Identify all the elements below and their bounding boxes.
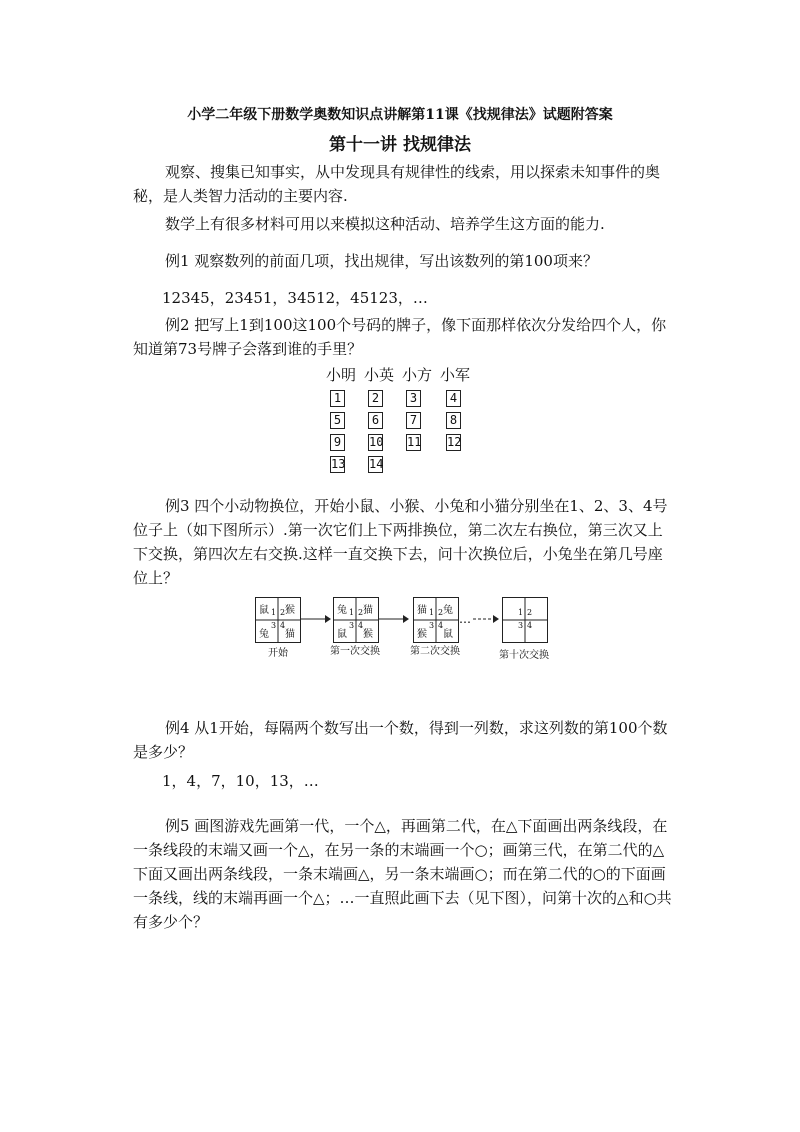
animal-label: 猴 [417, 629, 427, 640]
box-label: 开始 [268, 648, 288, 659]
number-card: 1 [330, 390, 345, 407]
seat-number: 1 [429, 608, 435, 617]
dashed-arrow-icon [459, 612, 499, 626]
document-title: 小学二年级下册数学奥数知识点讲解第11课《找规律法》试题附答案 [187, 107, 613, 123]
number-card: 3 [406, 390, 421, 407]
number-card: 13 [331, 457, 346, 471]
seat-number: 1 [518, 608, 524, 617]
example1-question: 例1 观察数列的前面几项，找出规律，写出该数列的第100项来？ [165, 252, 598, 270]
ellipsis-dots: … [459, 612, 471, 626]
animal-label: 猫 [285, 629, 295, 640]
lesson-title: 第十一讲 找规律法 [329, 135, 471, 155]
seat-number: 3 [429, 621, 435, 630]
example2-question: 例2 把写上1到100这100个号码的牌子，像下面那样依次分发给四个人，你知道第73号牌子会落到谁的手里？ [133, 316, 667, 358]
seat-number: 2 [280, 608, 286, 617]
number-card: 12 [447, 435, 462, 449]
seat-number: 2 [358, 608, 364, 617]
seat-number: 4 [438, 621, 444, 630]
seat-number: 2 [438, 608, 444, 617]
seat-number: 1 [271, 608, 277, 617]
number-card: 14 [369, 457, 384, 471]
seat-number: 3 [271, 621, 277, 630]
example4-sequence: 1，4，7，10，13，… [162, 772, 319, 790]
seat-box-tenth-swap [502, 597, 548, 643]
person-name: 小明 [326, 366, 357, 384]
example5-question: 例5 画图游戏先画第一代，一个△，再画第二代，在△下面画出两条线段，在一条线段的末端又画一个△，在另一条的末端画一个○；画第三代，在第二代的△下面又画出两条线段，一条末端画△，另一条末端画○；而在第二代的○的下面画一条线，线的末端再画一个△；…一直照此画下去（见下图），问第十次的△和○共有多少个？ [133, 817, 672, 931]
box-label: 第十次交换 [499, 650, 549, 661]
animal-label: 猴 [285, 605, 295, 616]
animal-label: 兔 [337, 605, 347, 616]
box-label: 第一次交换 [330, 646, 380, 657]
animal-label: 猴 [363, 629, 373, 640]
arrow-icon [301, 612, 331, 626]
seat-number: 3 [518, 621, 524, 630]
person-name: 小英 [364, 366, 395, 384]
animal-label: 鼠 [337, 629, 347, 640]
number-card: 10 [369, 435, 384, 449]
intro-paragraph-2: 数学上有很多材料可用以来模拟这种活动、培养学生这方面的能力. [165, 215, 605, 233]
number-card: 11 [407, 435, 422, 449]
seat-number: 4 [358, 621, 364, 630]
number-card: 2 [368, 390, 383, 407]
number-card: 9 [330, 434, 345, 451]
animal-label: 猫 [363, 605, 373, 616]
number-card: 4 [446, 390, 461, 407]
seat-box-second-swap [413, 597, 459, 643]
seat-box-first-swap [333, 597, 379, 643]
box-label: 第二次交换 [410, 646, 460, 657]
animal-label: 兔 [443, 605, 453, 616]
animal-label: 兔 [259, 629, 269, 640]
animal-label: 猫 [417, 605, 427, 616]
animal-label: 鼠 [443, 629, 453, 640]
seat-box-start [255, 597, 301, 643]
intro-paragraph-1: 观察、搜集已知事实，从中发现具有规律性的线索，用以探索未知事件的奥秘，是人类智力活动的主要内容. [133, 163, 661, 205]
people-names-row [326, 364, 478, 385]
person-name: 小方 [402, 366, 433, 384]
example3-question: 例3 四个小动物换位，开始小鼠、小猴、小兔和小猫分别坐在1、2、3、4号位子上（如下图所示）.第一次它们上下两排换位，第二次左右换位，第三次又上下交换，第四次左右交换.这样一直交换下去，问十次换位后，小兔坐在第几号座位上？ [133, 497, 668, 587]
number-card: 5 [330, 412, 345, 429]
seat-number: 1 [349, 608, 355, 617]
number-card: 6 [368, 412, 383, 429]
seat-number: 4 [280, 621, 286, 630]
number-card: 7 [406, 412, 421, 429]
arrow-icon [379, 612, 409, 626]
animal-label: 鼠 [259, 605, 269, 616]
number-card: 8 [446, 412, 461, 429]
example1-sequence: 12345，23451，34512，45123，… [162, 289, 428, 307]
example4-question: 例4 从1开始，每隔两个数写出一个数，得到一列数，求这列数的第100个数是多少？ [133, 719, 668, 761]
person-name: 小军 [440, 366, 471, 384]
seat-number: 3 [349, 621, 355, 630]
seat-number: 2 [527, 608, 533, 617]
seat-number: 4 [527, 621, 533, 630]
